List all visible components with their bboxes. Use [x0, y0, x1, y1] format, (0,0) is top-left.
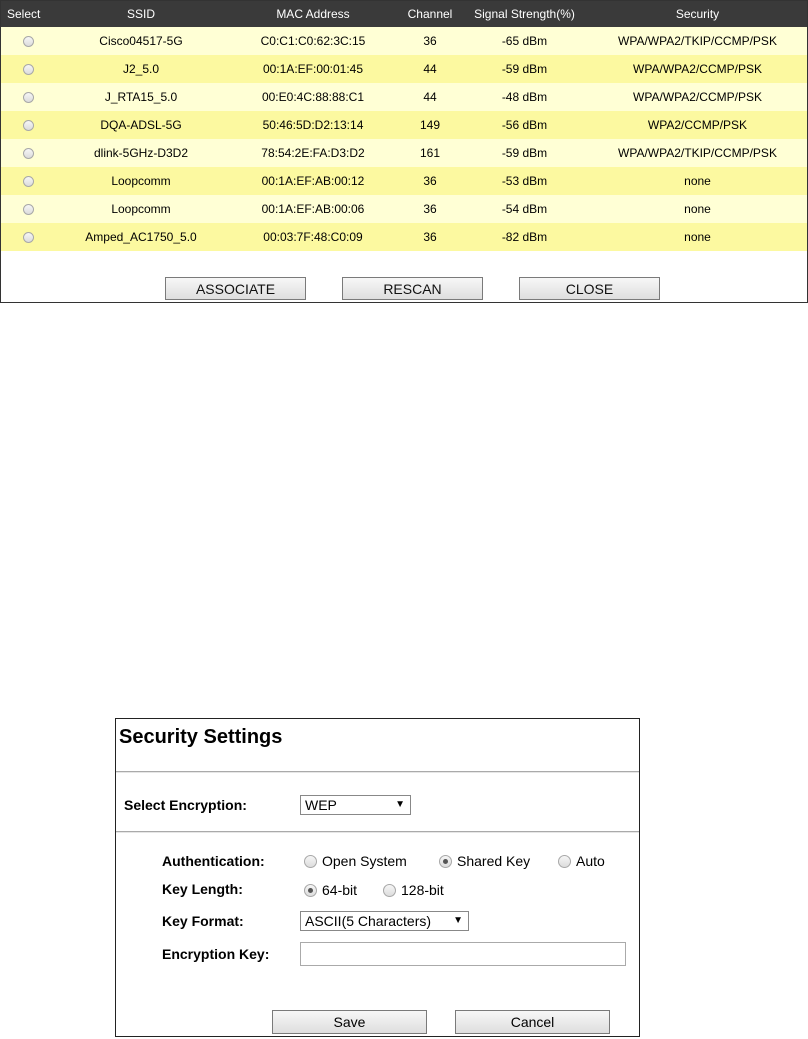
- table-row[interactable]: [1, 195, 807, 223]
- ssid-cell: dlink-5GHz-D3D2: [55, 139, 227, 167]
- mac-cell: 00:E0:4C:88:88:C1: [227, 83, 399, 111]
- select-cell: [1, 83, 55, 111]
- mac-cell: 00:03:7F:48:C0:09: [227, 223, 399, 251]
- select-network-radio[interactable]: [23, 92, 34, 103]
- security-cell: none: [588, 223, 807, 251]
- authentication-label: Authentication:: [162, 853, 265, 869]
- authentication-option[interactable]: [558, 853, 605, 869]
- column-header-channel: Channel: [399, 1, 461, 27]
- authentication-option[interactable]: [304, 853, 407, 869]
- signal-cell: -59 dBm: [461, 139, 588, 167]
- authentication-radio[interactable]: [304, 855, 317, 868]
- ssid-cell: J2_5.0: [55, 55, 227, 83]
- security-cell: WPA/WPA2/CCMP/PSK: [588, 55, 807, 83]
- channel-cell: 36: [399, 223, 461, 251]
- select-network-radio[interactable]: [23, 120, 34, 131]
- signal-cell: -48 dBm: [461, 83, 588, 111]
- security-cell: WPA/WPA2/CCMP/PSK: [588, 83, 807, 111]
- authentication-option-label: Open System: [322, 853, 407, 869]
- ssid-cell: Cisco04517-5G: [55, 27, 227, 55]
- select-network-radio[interactable]: [23, 64, 34, 75]
- ssid-cell: J_RTA15_5.0: [55, 83, 227, 111]
- key-format-select-value: ASCII(5 Characters): [305, 913, 432, 929]
- select-network-radio[interactable]: [23, 232, 34, 243]
- channel-cell: 44: [399, 83, 461, 111]
- channel-cell: 36: [399, 167, 461, 195]
- authentication-radio[interactable]: [439, 855, 452, 868]
- table-row[interactable]: [1, 27, 807, 55]
- table-row[interactable]: [1, 55, 807, 83]
- select-cell: [1, 167, 55, 195]
- mac-cell: 00:1A:EF:AB:00:06: [227, 195, 399, 223]
- dropdown-arrow-icon: ▼: [453, 915, 463, 926]
- key-length-label: Key Length:: [162, 881, 243, 897]
- security-settings-panel: [115, 718, 640, 1037]
- authentication-radio[interactable]: [558, 855, 571, 868]
- mac-cell: 50:46:5D:D2:13:14: [227, 111, 399, 139]
- authentication-option-label: Auto: [576, 853, 605, 869]
- ssid-cell: Amped_AC1750_5.0: [55, 223, 227, 251]
- column-header-security: Security: [588, 1, 807, 27]
- signal-cell: -53 dBm: [461, 167, 588, 195]
- rescan-button[interactable]: RESCAN: [342, 277, 483, 300]
- mac-cell: 78:54:2E:FA:D3:D2: [227, 139, 399, 167]
- select-cell: [1, 111, 55, 139]
- signal-cell: -82 dBm: [461, 223, 588, 251]
- select-cell: [1, 27, 55, 55]
- table-row[interactable]: [1, 167, 807, 195]
- signal-cell: -54 dBm: [461, 195, 588, 223]
- key-length-option[interactable]: [383, 882, 444, 898]
- encryption-select[interactable]: [300, 795, 411, 815]
- select-network-radio[interactable]: [23, 204, 34, 215]
- dropdown-arrow-icon: ▼: [395, 799, 405, 810]
- authentication-option-label: Shared Key: [457, 853, 531, 869]
- select-network-radio[interactable]: [23, 36, 34, 47]
- security-cell: none: [588, 195, 807, 223]
- select-cell: [1, 195, 55, 223]
- authentication-option[interactable]: [439, 853, 530, 869]
- select-network-radio[interactable]: [23, 148, 34, 159]
- key-length-radio[interactable]: [383, 884, 396, 897]
- select-cell: [1, 223, 55, 251]
- page-title: Security Settings: [119, 726, 283, 748]
- column-header-mac: MAC Address: [227, 1, 399, 27]
- column-header-select: Select: [1, 1, 55, 27]
- channel-cell: 44: [399, 55, 461, 83]
- select-cell: [1, 139, 55, 167]
- security-cell: WPA/WPA2/TKIP/CCMP/PSK: [588, 139, 807, 167]
- key-length-radio[interactable]: [304, 884, 317, 897]
- security-cell: none: [588, 167, 807, 195]
- key-length-option-label: 128-bit: [401, 882, 444, 898]
- table-row[interactable]: [1, 83, 807, 111]
- key-length-option-label: 64-bit: [322, 882, 358, 898]
- divider: [116, 771, 639, 772]
- select-encryption-label: Select Encryption:: [124, 797, 247, 813]
- close-button[interactable]: CLOSE: [519, 277, 660, 300]
- key-length-option[interactable]: [304, 882, 357, 898]
- mac-cell: 00:1A:EF:00:01:45: [227, 55, 399, 83]
- mac-cell: C0:C1:C0:62:3C:15: [227, 27, 399, 55]
- table-header-row: [1, 1, 807, 27]
- ssid-cell: Loopcomm: [55, 195, 227, 223]
- ssid-cell: Loopcomm: [55, 167, 227, 195]
- divider: [116, 831, 639, 832]
- table-row[interactable]: [1, 223, 807, 251]
- encryption-select-value: WEP: [305, 797, 337, 813]
- column-header-ssid: SSID: [55, 1, 227, 27]
- channel-cell: 36: [399, 195, 461, 223]
- security-cell: WPA2/CCMP/PSK: [588, 111, 807, 139]
- signal-cell: -65 dBm: [461, 27, 588, 55]
- encryption-key-label: Encryption Key:: [162, 946, 270, 962]
- column-header-signal: Signal Strength(%): [461, 1, 588, 27]
- associate-button[interactable]: ASSOCIATE: [165, 277, 306, 300]
- table-row[interactable]: [1, 111, 807, 139]
- table-row[interactable]: [1, 139, 807, 167]
- save-button[interactable]: Save: [272, 1010, 427, 1034]
- scan-results-panel: [0, 0, 808, 303]
- encryption-key-input[interactable]: [300, 942, 626, 966]
- scan-results-table: [1, 1, 807, 251]
- signal-cell: -56 dBm: [461, 111, 588, 139]
- key-format-select[interactable]: [300, 911, 469, 931]
- security-cell: WPA/WPA2/TKIP/CCMP/PSK: [588, 27, 807, 55]
- select-cell: [1, 55, 55, 83]
- ssid-cell: DQA-ADSL-5G: [55, 111, 227, 139]
- channel-cell: 36: [399, 27, 461, 55]
- signal-cell: -59 dBm: [461, 55, 588, 83]
- channel-cell: 149: [399, 111, 461, 139]
- select-network-radio[interactable]: [23, 176, 34, 187]
- channel-cell: 161: [399, 139, 461, 167]
- mac-cell: 00:1A:EF:AB:00:12: [227, 167, 399, 195]
- key-format-label: Key Format:: [162, 913, 244, 929]
- cancel-button[interactable]: Cancel: [455, 1010, 610, 1034]
